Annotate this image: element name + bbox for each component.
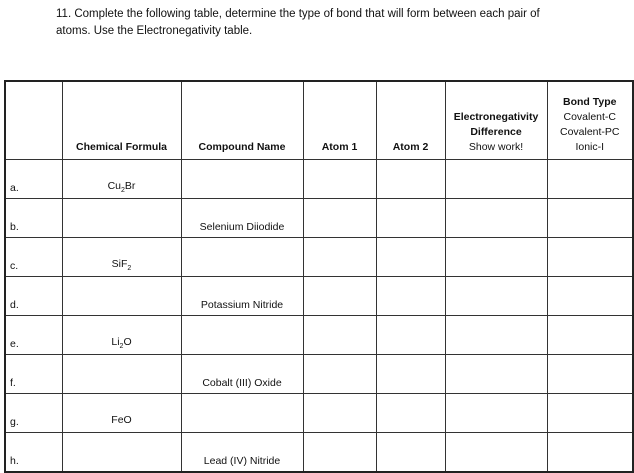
header-label	[5, 81, 62, 160]
bond-type-cell[interactable]	[547, 199, 633, 238]
atom2-cell[interactable]	[376, 316, 445, 355]
formula-subscript: 2	[127, 265, 132, 272]
name-cell[interactable]: Lead (IV) Nitride	[181, 433, 303, 473]
en-difference-cell[interactable]	[445, 355, 547, 394]
bond-opt-3: Ionic-I	[575, 141, 605, 153]
formula-cell[interactable]	[62, 433, 181, 473]
name-cell[interactable]	[181, 160, 303, 199]
bond-type-cell[interactable]	[547, 160, 633, 199]
formula-cell[interactable]	[62, 238, 181, 277]
en-title-2: Difference	[470, 126, 522, 138]
atom1-cell[interactable]	[303, 277, 376, 316]
formula-cell[interactable]	[62, 355, 181, 394]
header-bond	[547, 81, 633, 160]
table-row	[5, 316, 633, 355]
atom2-cell[interactable]	[376, 238, 445, 277]
header-name: Compound Name	[181, 81, 303, 160]
header-row	[5, 81, 633, 160]
bond-type-cell[interactable]	[547, 238, 633, 277]
name-cell[interactable]	[181, 394, 303, 433]
en-difference-cell[interactable]	[445, 199, 547, 238]
header-formula: Chemical Formula	[62, 81, 181, 160]
instruction-line-1: 11. Complete the following table, determine the type of bond that will form between each pair of	[56, 8, 540, 20]
bond-type-cell[interactable]	[547, 277, 633, 316]
formula-base: SiF	[111, 257, 128, 270]
header-atom2: Atom 2	[376, 81, 445, 160]
atom2-cell[interactable]	[376, 277, 445, 316]
bond-opt-1: Covalent-C	[563, 111, 617, 123]
atom2-cell[interactable]	[376, 433, 445, 473]
atom1-cell[interactable]	[303, 199, 376, 238]
table-row	[5, 355, 633, 394]
atom1-cell[interactable]	[303, 316, 376, 355]
en-difference-cell[interactable]	[445, 433, 547, 473]
en-difference-cell[interactable]	[445, 160, 547, 199]
atom1-cell[interactable]	[303, 433, 376, 473]
row-label: f.	[5, 355, 62, 394]
row-label: b.	[5, 199, 62, 238]
table-row	[5, 160, 633, 199]
formula-subscript: 2	[119, 343, 124, 350]
formula-cell[interactable]	[62, 316, 181, 355]
row-label: c.	[5, 238, 62, 277]
atom1-cell[interactable]	[303, 160, 376, 199]
formula-base: Cu	[107, 179, 122, 192]
instructions	[56, 6, 596, 40]
row-label: g.	[5, 394, 62, 433]
bond-title: Bond Type	[563, 96, 617, 108]
table-row	[5, 433, 633, 473]
en-note: Show work!	[468, 141, 524, 153]
row-label: a.	[5, 160, 62, 199]
formula-cell[interactable]	[62, 199, 181, 238]
table-row	[5, 394, 633, 433]
instruction-line-2: atoms. Use the Electronegativity table.	[56, 25, 253, 37]
formula-base: Li	[111, 335, 120, 348]
bond-type-cell[interactable]	[547, 316, 633, 355]
formula-cell[interactable]	[62, 394, 181, 433]
row-label: h.	[5, 433, 62, 473]
bond-table	[4, 80, 634, 473]
name-cell[interactable]: Potassium Nitride	[181, 277, 303, 316]
formula-cell[interactable]	[62, 277, 181, 316]
bond-type-cell[interactable]	[547, 433, 633, 473]
en-difference-cell[interactable]	[445, 277, 547, 316]
bond-type-cell[interactable]	[547, 394, 633, 433]
atom1-cell[interactable]	[303, 394, 376, 433]
formula-subscript: 2	[121, 187, 125, 194]
header-en	[445, 81, 547, 160]
atom2-cell[interactable]	[376, 160, 445, 199]
row-label: d.	[5, 277, 62, 316]
en-difference-cell[interactable]	[445, 394, 547, 433]
bond-type-cell[interactable]	[547, 355, 633, 394]
atom1-cell[interactable]	[303, 238, 376, 277]
table-row	[5, 238, 633, 277]
bond-opt-2: Covalent-PC	[559, 126, 620, 138]
atom2-cell[interactable]	[376, 199, 445, 238]
table-row	[5, 277, 633, 316]
atom1-cell[interactable]	[303, 355, 376, 394]
name-cell[interactable]: Selenium Diiodide	[181, 199, 303, 238]
atom2-cell[interactable]	[376, 394, 445, 433]
formula-rest: O	[123, 335, 132, 348]
en-difference-cell[interactable]	[445, 316, 547, 355]
formula-cell[interactable]	[62, 160, 181, 199]
formula-rest: Br	[124, 179, 136, 192]
name-cell[interactable]	[181, 316, 303, 355]
name-cell[interactable]	[181, 238, 303, 277]
en-title-1: Electronegativity	[453, 111, 539, 123]
table-row	[5, 199, 633, 238]
header-atom1: Atom 1	[303, 81, 376, 160]
atom2-cell[interactable]	[376, 355, 445, 394]
name-cell[interactable]: Cobalt (III) Oxide	[181, 355, 303, 394]
en-difference-cell[interactable]	[445, 238, 547, 277]
row-label: e.	[5, 316, 62, 355]
formula-base: FeO	[111, 413, 132, 426]
